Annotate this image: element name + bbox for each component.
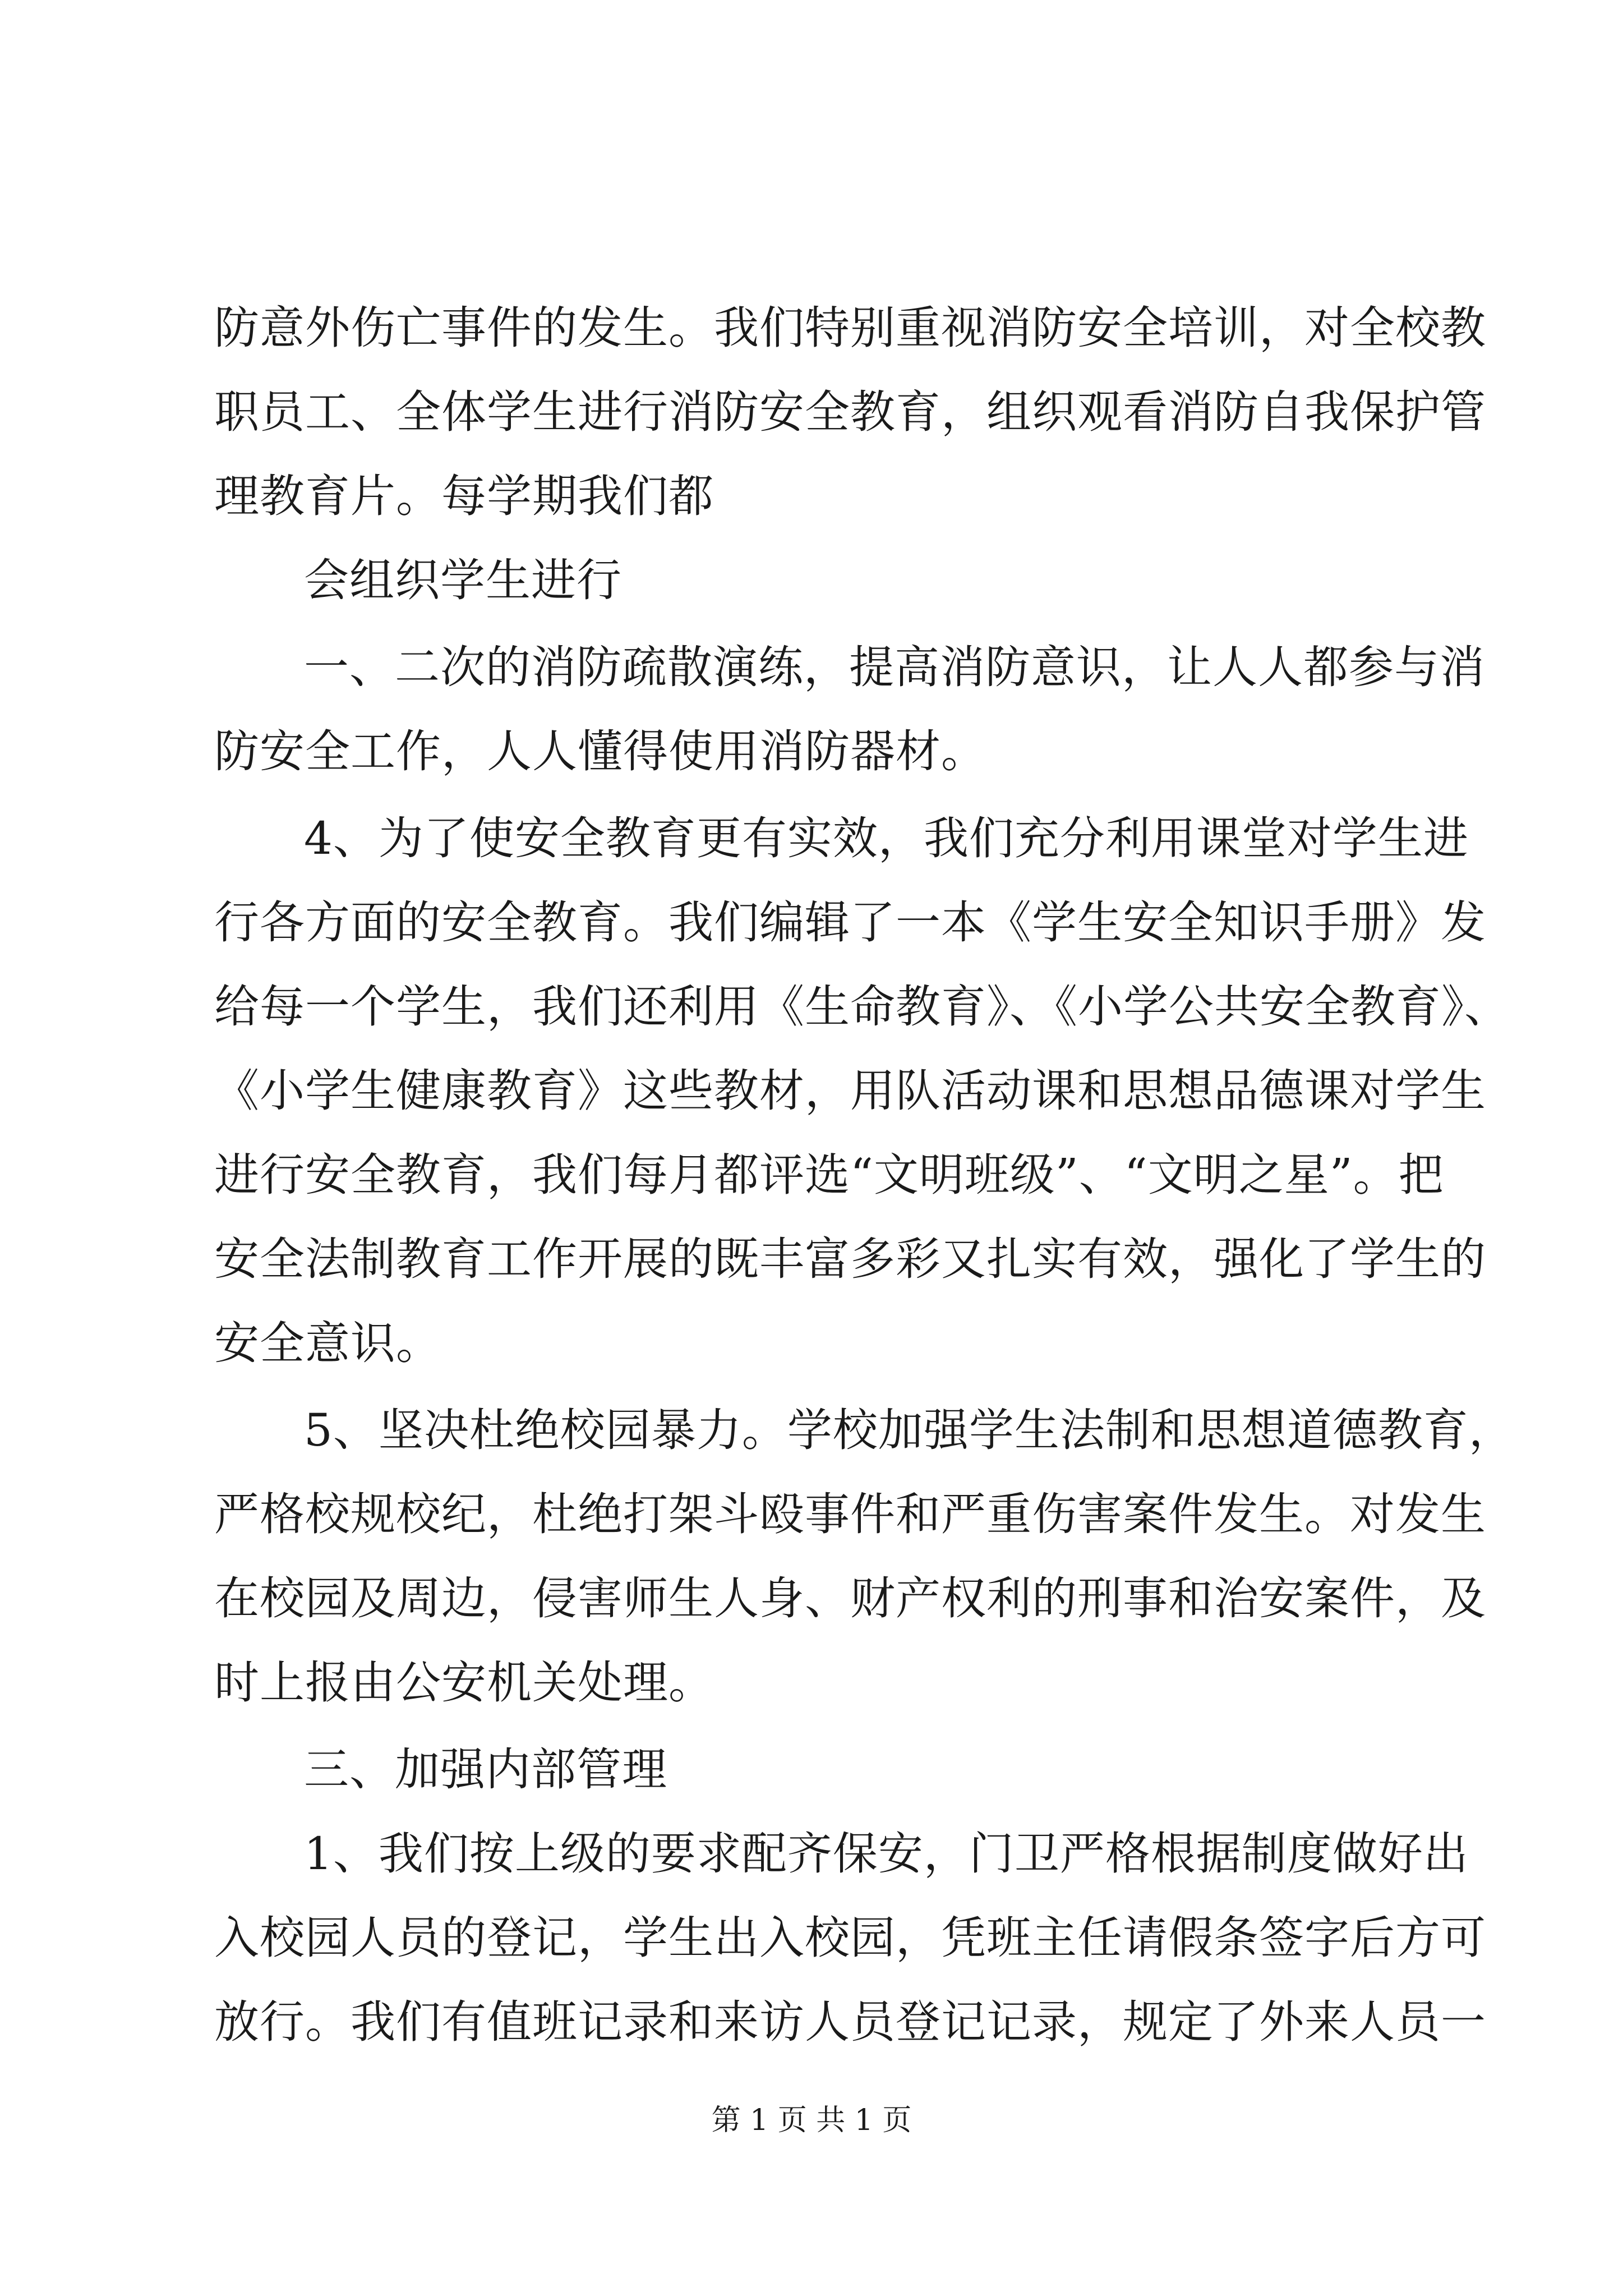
- text-line: 防安全工作，人人懂得使用消防器材。: [214, 725, 986, 777]
- text-line: 5、坚决杜绝校园暴力。学校加强学生法制和思想道德教育，: [304, 1404, 1514, 1456]
- page-footer: 第 1 页 共 1 页: [711, 2104, 912, 2137]
- text-line: 进行安全教育，我们每月都评选“文明班级”、“文明之星”。把: [214, 1149, 1444, 1201]
- text-line: 放行。我们有值班记录和来访人员登记记录，规定了外来人员一: [214, 1996, 1486, 2048]
- text-line: 防意外伤亡事件的发生。我们特别重视消防安全培训，对全校教: [214, 302, 1486, 354]
- text-line: 安全意识。: [214, 1317, 441, 1369]
- text-line: 给每一个学生，我们还利用《生命教育》、《小学公共安全教育》、: [214, 981, 1510, 1033]
- text-line: 1、我们按上级的要求配齐保安，门卫严格根据制度做好出: [304, 1828, 1469, 1880]
- text-line: 一、二次的消防疏散演练，提高消防意识，让人人都参与消: [304, 641, 1485, 693]
- text-line: 在校园及周边，侵害师生人身、财产权利的刑事和治安案件，及: [214, 1572, 1486, 1625]
- text-line: 严格校规校纪，杜绝打架斗殴事件和严重伤害案件发生。对发生: [214, 1488, 1486, 1540]
- text-line: 行各方面的安全教育。我们编辑了一本《学生安全知识手册》发: [214, 896, 1486, 949]
- text-line: 职员工、全体学生进行消防安全教育，组织观看消防自我保护管: [214, 386, 1486, 438]
- text-line: 理教育片。每学期我们都: [214, 470, 714, 522]
- text-line: 时上报由公安机关处理。: [214, 1657, 714, 1709]
- text-line: 《小学生健康教育》这些教材，用队活动课和思想品德课对学生: [214, 1065, 1486, 1117]
- section-heading: 三、加强内部管理: [304, 1743, 667, 1796]
- text-line: 4、为了使安全教育更有实效，我们充分利用课堂对学生进: [304, 812, 1469, 864]
- text-line: 入校园人员的登记，学生出入校园，凭班主任请假条签字后方可: [214, 1912, 1486, 1964]
- text-line: 安全法制教育工作开展的既丰富多彩又扎实有效，强化了学生的: [214, 1233, 1486, 1285]
- text-line: 会组织学生进行: [304, 554, 622, 606]
